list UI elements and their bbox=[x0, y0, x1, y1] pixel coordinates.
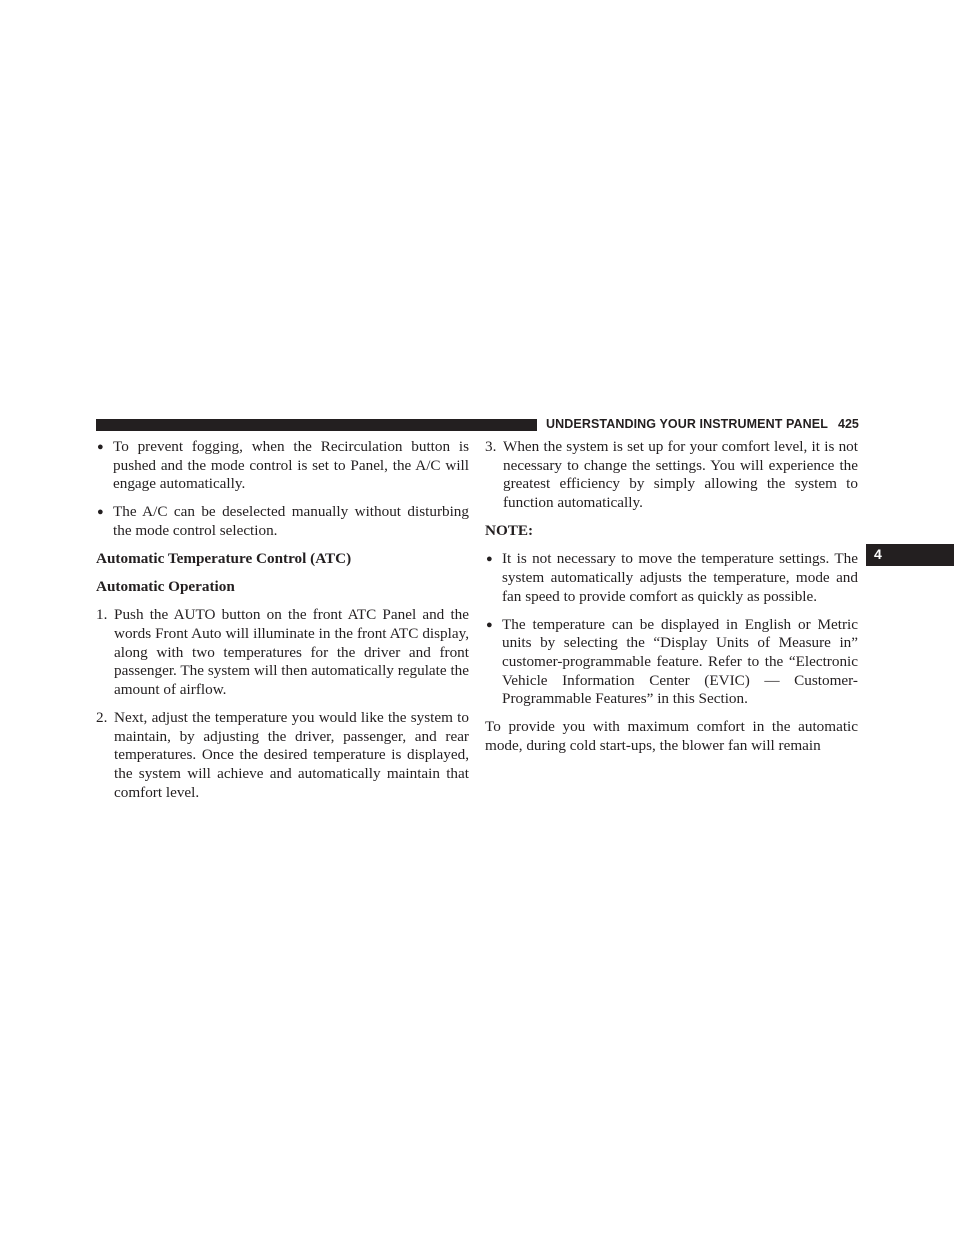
numbered-step bbox=[96, 606, 469, 700]
list-item bbox=[96, 438, 469, 494]
step-text: When the system is set up for your comfort level, it is not necessary to change the settings. You will experience the greatest efficiency by simply allowing the system to function automatically. bbox=[503, 438, 858, 512]
left-column bbox=[96, 438, 469, 812]
numbered-step bbox=[485, 438, 858, 513]
step-number: 3. bbox=[485, 438, 497, 455]
section-heading: Automatic Temperature Control (ATC) bbox=[96, 550, 352, 568]
list-item bbox=[485, 550, 858, 606]
closing-paragraph: To provide you with maximum comfort in the automatic mode, during cold start-ups, the blower fan will remain bbox=[485, 718, 858, 755]
bullet-icon: ● bbox=[486, 618, 493, 631]
list-item bbox=[96, 503, 469, 540]
step-text: Next, adjust the temperature you would like the system to maintain, by adjusting the driver, passenger, and rear temperatures. Once the desired temperature is displayed, the system will achieve and automatically maintain that comfort level. bbox=[114, 708, 469, 801]
bullet-icon: ● bbox=[97, 506, 104, 519]
subsection-heading: Automatic Operation bbox=[96, 578, 235, 596]
chapter-tab bbox=[866, 544, 954, 566]
bullet-text: It is not necessary to move the temperature settings. The system automatically adjusts the temperature, mode and fan speed to provide comfort as quickly as possible. bbox=[502, 550, 858, 605]
bullet-icon: ● bbox=[97, 441, 104, 453]
step-number: 2. bbox=[96, 708, 108, 726]
bullet-text: The temperature can be displayed in English or Metric units by selecting the “Display Units of Measure in” customer-programmable feature. Refer to the “Electronic Vehicle Information Center (EVIC) — Customer-Programmable Features” in this Section. bbox=[502, 615, 858, 708]
step-number: 1. bbox=[96, 606, 108, 624]
chapter-tab-number: 4 bbox=[874, 546, 882, 562]
page-number: 425 bbox=[838, 417, 859, 431]
right-column bbox=[485, 438, 858, 765]
bullet-icon: ● bbox=[486, 553, 493, 566]
bullet-text: The A/C can be deselected manually without disturbing the mode control selection. bbox=[113, 503, 469, 540]
bullet-text: To prevent fogging, when the Recirculation button is pushed and the mode control is set to Panel, the A/C will engage automatically. bbox=[113, 438, 469, 493]
header-bar bbox=[96, 419, 537, 431]
numbered-step bbox=[96, 709, 469, 803]
section-title: UNDERSTANDING YOUR INSTRUMENT PANEL bbox=[546, 417, 828, 431]
list-item bbox=[485, 616, 858, 710]
note-label: NOTE: bbox=[485, 522, 534, 540]
step-text: Push the AUTO button on the front ATC Panel and the words Front Auto will illuminate in the front ATC display, along with two temperatures for the driver and front passenger. The system will then automatically regulate the amount of airflow. bbox=[114, 606, 469, 698]
